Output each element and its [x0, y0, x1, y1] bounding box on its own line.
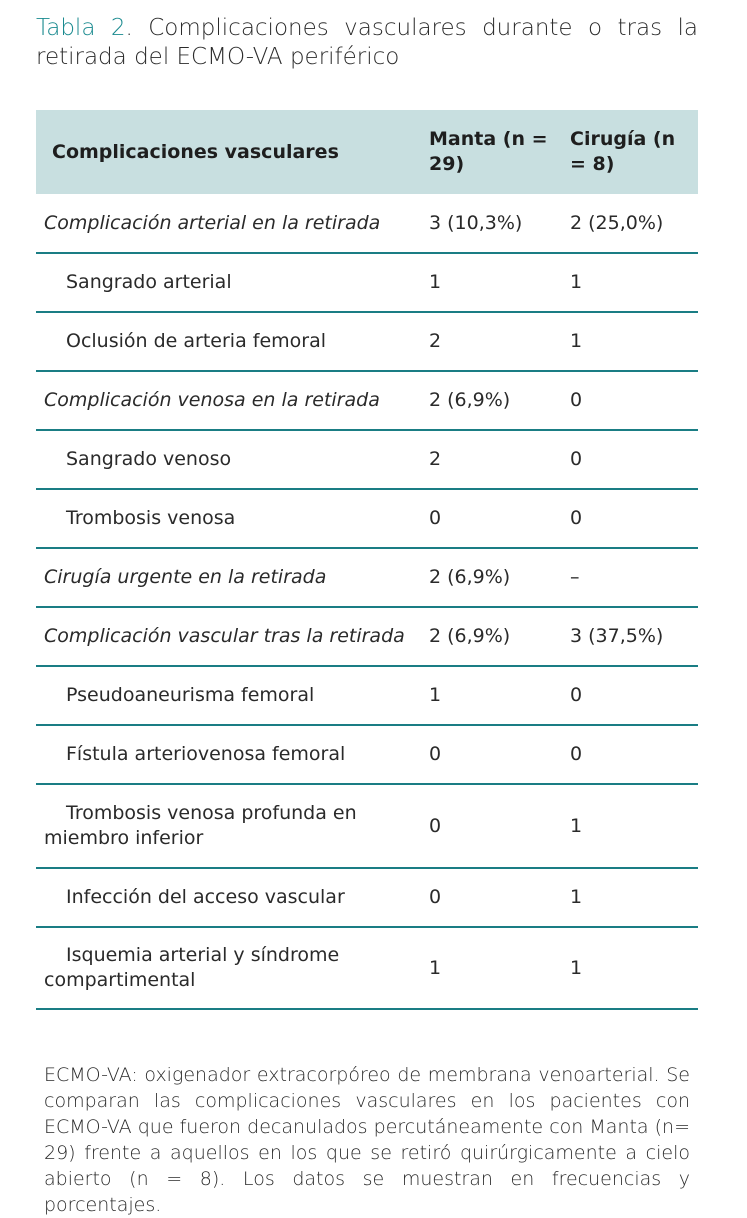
table-caption: [36, 14, 698, 72]
cell-cirugia: 1: [562, 868, 698, 927]
cell-cirugia: 1: [562, 784, 698, 868]
cell-cirugia: 0: [562, 725, 698, 784]
cell-cirugia: 1: [562, 253, 698, 312]
row-label: Complicación arterial en la retirada: [36, 194, 421, 253]
row-label: Complicación vascular tras la retirada: [36, 607, 421, 666]
cell-manta: 2 (6,9%): [421, 607, 562, 666]
row-label: [36, 868, 421, 927]
row-label: [36, 430, 421, 489]
cell-manta: 2 (6,9%): [421, 548, 562, 607]
cell-manta: 0: [421, 489, 562, 548]
cell-manta: 1: [421, 927, 562, 1009]
cell-manta: 2 (6,9%): [421, 371, 562, 430]
row-label-line2: miembro inferior: [44, 827, 204, 849]
table-footnote: ECMO-VA: oxigenador extracorpóreo de membrana venoarterial. Se comparan las complicaciones vasculares en los pacientes con ECMO-VA que fueron decanulados percutáneamente con Manta (n= 29) frente a aquellos en los que se retiró quirúrgicamente a cielo abierto (n = 8). Los datos se muestran en frecuencias y porcentajes.: [44, 1064, 690, 1216]
table-row: [36, 666, 698, 725]
data-table-container: [36, 110, 698, 1010]
row-label-line1: Isquemia arterial y síndrome: [66, 944, 340, 966]
row-label: [36, 784, 421, 868]
cell-cirugia: –: [562, 548, 698, 607]
row-label-text: Pseudoaneurisma femoral: [66, 684, 315, 706]
row-label: [36, 666, 421, 725]
table-row: [36, 371, 698, 430]
table-row: [36, 194, 698, 253]
header-complications: Complicaciones vasculares: [36, 110, 421, 194]
row-label-text: Infección del acceso vascular: [66, 886, 345, 908]
row-label-text: Sangrado arterial: [66, 271, 232, 293]
table-row: [36, 253, 698, 312]
cell-manta: 0: [421, 868, 562, 927]
table-row: [36, 430, 698, 489]
table-row: [36, 725, 698, 784]
cell-manta: 3 (10,3%): [421, 194, 562, 253]
cell-manta: 0: [421, 725, 562, 784]
cell-cirugia: 3 (37,5%): [562, 607, 698, 666]
cell-cirugia: 0: [562, 430, 698, 489]
row-label: [36, 253, 421, 312]
table-row: [36, 868, 698, 927]
table-header-row: [36, 110, 698, 194]
row-label: [36, 489, 421, 548]
table-row: [36, 548, 698, 607]
cell-manta: 2: [421, 430, 562, 489]
header-manta: Manta (n = 29): [421, 110, 562, 194]
row-label-text: Oclusión de arteria femoral: [66, 330, 327, 352]
cell-cirugia: 1: [562, 927, 698, 1009]
row-label: [36, 725, 421, 784]
cell-cirugia: 0: [562, 371, 698, 430]
row-label-text: Trombosis venosa: [66, 507, 236, 529]
row-label-text: Fístula arteriovenosa femoral: [66, 743, 346, 765]
table-row: [36, 607, 698, 666]
table-row: [36, 927, 698, 1009]
cell-manta: 1: [421, 666, 562, 725]
cell-cirugia: 0: [562, 666, 698, 725]
row-label-line1: Trombosis venosa profunda en: [66, 802, 357, 824]
row-label-line2: compartimental: [44, 969, 196, 991]
row-label-text: Sangrado venoso: [66, 448, 232, 470]
cell-cirugia: 1: [562, 312, 698, 371]
table-title: . Complicaciones vasculares durante o tras la retirada del ECMO-VA periférico: [36, 15, 698, 70]
row-label: [36, 312, 421, 371]
table-label: Tabla 2: [36, 15, 126, 41]
cell-manta: 2: [421, 312, 562, 371]
row-label: [36, 927, 421, 1009]
table-row: [36, 312, 698, 371]
cell-manta: 0: [421, 784, 562, 868]
complications-table: [36, 110, 698, 1010]
row-label: Complicación venosa en la retirada: [36, 371, 421, 430]
table-row: [36, 784, 698, 868]
cell-manta: 1: [421, 253, 562, 312]
row-label: Cirugía urgente en la retirada: [36, 548, 421, 607]
header-cirugia: Cirugía (n = 8): [562, 110, 698, 194]
cell-cirugia: 2 (25,0%): [562, 194, 698, 253]
table-row: [36, 489, 698, 548]
cell-cirugia: 0: [562, 489, 698, 548]
